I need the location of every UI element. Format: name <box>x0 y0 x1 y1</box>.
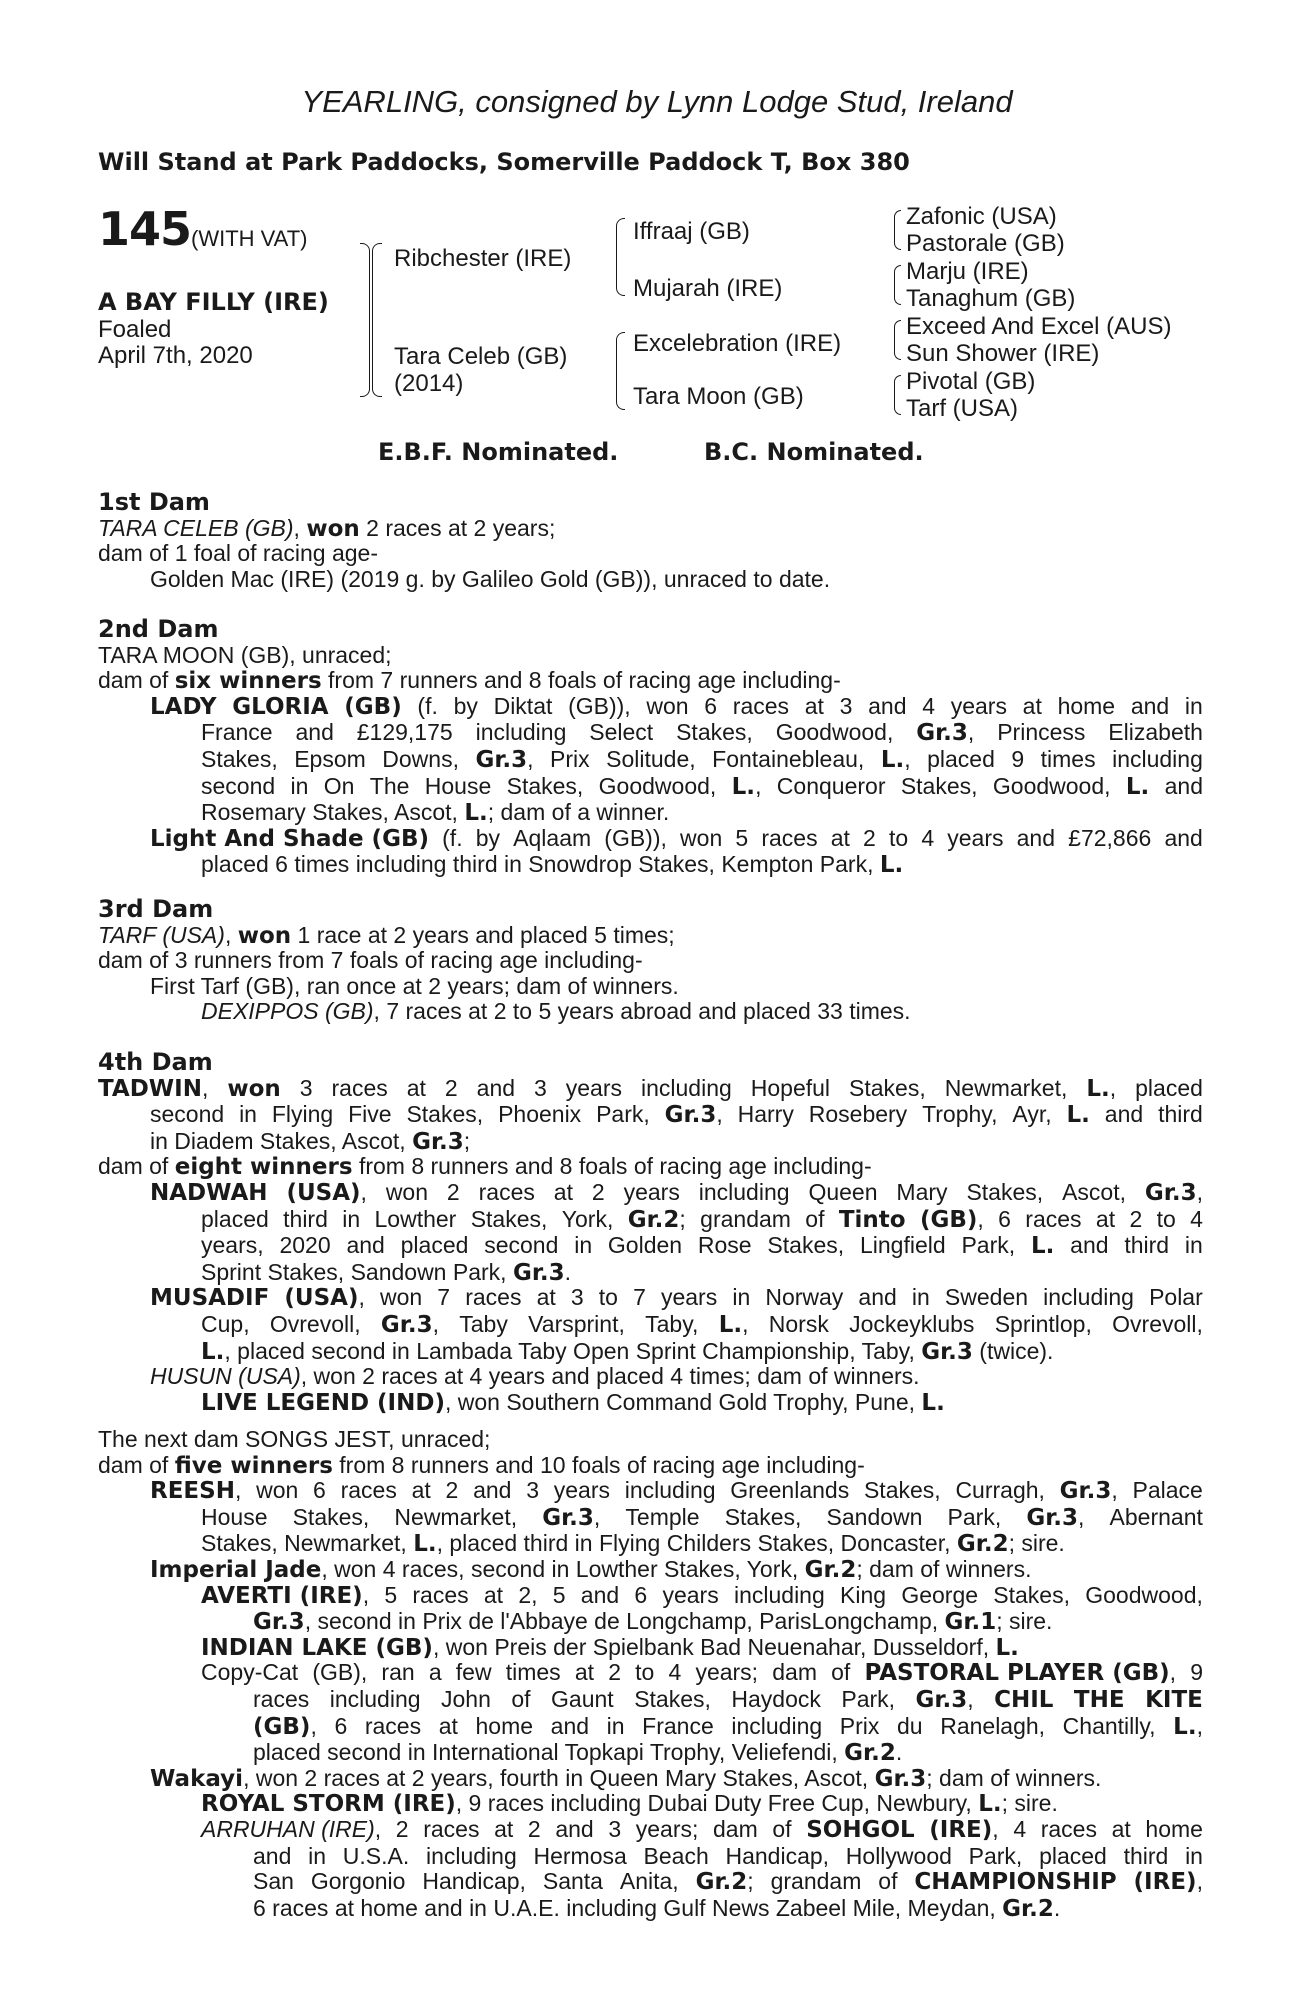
pedigree-dam-sire: Excelebration (IRE) <box>633 330 842 357</box>
first-dam-section: 1st Dam TARA CELEB (GB), won 2 races at 2 years; dam of 1 foal of racing age- Golden Mac (IRE) (2019 g. by Galileo Gold (GB)), unraced to date. <box>98 488 831 592</box>
lot-description: A BAY FILLY (IRE) <box>98 288 329 316</box>
pedigree-g3-3: Marju (IRE) <box>906 258 1029 285</box>
pedigree-g3-1: Zafonic (USA) <box>906 203 1057 230</box>
pedigree-dam: Tara Celeb (GB) <box>394 343 568 370</box>
foaled-label: Foaled <box>98 316 172 343</box>
fourth-dam-heading: 4th Dam <box>98 1048 213 1076</box>
lot-number: 145 <box>98 202 192 256</box>
bc-nomination: B.C. Nominated. <box>704 438 924 466</box>
fifth-dam-section: The next dam SONGS JEST, unraced; dam of five winners from 8 runners and 10 foals of racing age including- REESH, won 6 races at 2 and 3 years including Greenlands Stakes, Curragh, Gr.3, Palace House Stakes, Newmarket, Gr.3, Temple Stakes, Sandown Park, Gr.3, Abernant Stakes, Newmarket, L., placed third in Flying Childers Stakes, Doncaster, Gr.2; sire. Imperial Jade, won 4 races, second in Lowther Stakes, York, Gr.2; dam of winners. AVERTI (IRE), 5 races at 2, 5 and 6 years including King George Stakes, Goodwood, Gr.3, second in Prix de l'Abbaye de Longchamp, ParisLongchamp, Gr.1; sire. INDIAN LAKE (GB), won Preis der Spielbank Bad Neuenahar, Dusseldorf, L. Copy-Cat (GB), ran a few times at 2 to 4 years; dam of PASTORAL PLAYER (GB), 9 races including John of Gaunt Stakes, Haydock Park, Gr.3, CHIL THE KITE (GB), 6 races at home and in France including Prix du Ranelagh, Chantilly, L., placed second in International Topkapi Trophy, Veliefendi, Gr.2. Wakayi, won 2 races at 2 years, fourth in Queen Mary Stakes, Ascot, Gr.3; dam of winners. ROYAL STORM (IRE), 9 races including Dubai Duty Free Cup, Newbury, L.; sire. ARRUHAN (IRE), 2 races at 2 and 3 years; dam of SOHGOL (IRE), 4 races at home and in U.S.A. including Hermosa Beach Handicap, Hollywood Park, placed third in San Gorgonio Handicap, Santa Anita, Gr.2; grandam of CHAMPIONSHIP (IRE), 6 races at home and in U.A.E. including Gulf News Zabeel Mile, Meydan, Gr.2. <box>98 1426 1203 1922</box>
pedigree-bracket-g3-3 <box>894 320 901 360</box>
pedigree-sire-sire: Iffraaj (GB) <box>633 218 750 245</box>
pedigree-bracket-g3-2 <box>894 265 901 305</box>
fourth-dam-section: 4th Dam TADWIN, won 3 races at 2 and 3 years including Hopeful Stakes, Newmarket, L., placed second in Flying Five Stakes, Phoenix Park, Gr.3, Harry Rosebery Trophy, Ayr, L. and third in Diadem Stakes, Ascot, Gr.3; dam of eight winners from 8 runners and 8 foals of racing age including- NADWAH (USA), won 2 races at 2 years including Queen Mary Stakes, Ascot, Gr.3, placed third in Lowther Stakes, York, Gr.2; grandam of Tinto (GB), 6 races at 2 to 4 years, 2020 and placed second in Golden Rose Stakes, Lingfield Park, L. and third in Sprint Stakes, Sandown Park, Gr.3. MUSADIF (USA), won 7 races at 3 to 7 years in Norway and in Sweden including Polar Cup, Ovrevoll, Gr.3, Taby Varsprint, Taby, L., Norsk Jockeyklubs Sprintlop, Ovrevoll, L., placed second in Lambada Taby Open Sprint Championship, Taby, Gr.3 (twice). HUSUN (USA), won 2 races at 4 years and placed 4 times; dam of winners. LIVE LEGEND (IND), won Southern Command Gold Trophy, Pune, L. <box>98 1048 1203 1416</box>
pedigree-g3-5: Exceed And Excel (AUS) <box>906 313 1172 340</box>
first-dam-heading: 1st Dam <box>98 488 210 516</box>
second-dam-section: 2nd Dam TARA MOON (GB), unraced; dam of six winners from 7 runners and 8 foals of racing age including- LADY GLORIA (GB) (f. by Diktat (GB)), won 6 races at 3 and 4 years at home and in France and £129,175 including Select Stakes, Goodwood, Gr.3, Princess Elizabeth Stakes, Epsom Downs, Gr.3, Prix Solitude, Fontainebleau, L., placed 9 times including second in On The House Stakes, Goodwood, L., Conqueror Stakes, Goodwood, L. and Rosemary Stakes, Ascot, L.; dam of a winner. Light And Shade (GB) (f. by Aqlaam (GB)), won 5 races at 2 to 4 years and £72,866 and placed 6 times including third in Snowdrop Stakes, Kempton Park, L. <box>98 615 1203 879</box>
foaled-date: April 7th, 2020 <box>98 342 253 369</box>
pedigree-g3-4: Tanaghum (GB) <box>906 285 1076 312</box>
pedigree-dam-dam: Tara Moon (GB) <box>633 383 804 410</box>
pedigree-bracket-join <box>360 243 370 397</box>
pedigree-dam-year: (2014) <box>394 370 464 397</box>
pedigree-bracket-g3-4 <box>894 375 901 415</box>
pedigree-sire: Ribchester (IRE) <box>394 245 572 272</box>
pedigree-g3-7: Pivotal (GB) <box>906 368 1036 395</box>
pedigree-bracket-main <box>372 243 382 397</box>
pedigree-g3-2: Pastorale (GB) <box>906 230 1065 257</box>
ebf-nomination: E.B.F. Nominated. <box>378 438 619 466</box>
pedigree-bracket-dam <box>616 332 625 410</box>
pedigree-g3-8: Tarf (USA) <box>906 395 1019 422</box>
third-dam-section: 3rd Dam TARF (USA), won 1 race at 2 years and placed 5 times; dam of 3 runners from 7 foals of racing age including- First Tarf (GB), ran once at 2 years; dam of winners. DEXIPPOS (GB), 7 races at 2 to 5 years abroad and placed 33 times. <box>98 895 911 1025</box>
vat-label: (WITH VAT) <box>191 226 308 251</box>
second-dam-heading: 2nd Dam <box>98 615 219 643</box>
pedigree-sire-dam: Mujarah (IRE) <box>633 275 783 302</box>
pedigree-bracket-sire <box>616 218 625 296</box>
pedigree-g3-6: Sun Shower (IRE) <box>906 340 1100 367</box>
third-dam-heading: 3rd Dam <box>98 895 214 923</box>
pedigree-bracket-g3-1 <box>894 210 901 250</box>
stand-location: Will Stand at Park Paddocks, Somerville Paddock T, Box 380 <box>98 148 910 176</box>
catalogue-header: YEARLING, consigned by Lynn Lodge Stud, Ireland <box>301 84 1013 119</box>
